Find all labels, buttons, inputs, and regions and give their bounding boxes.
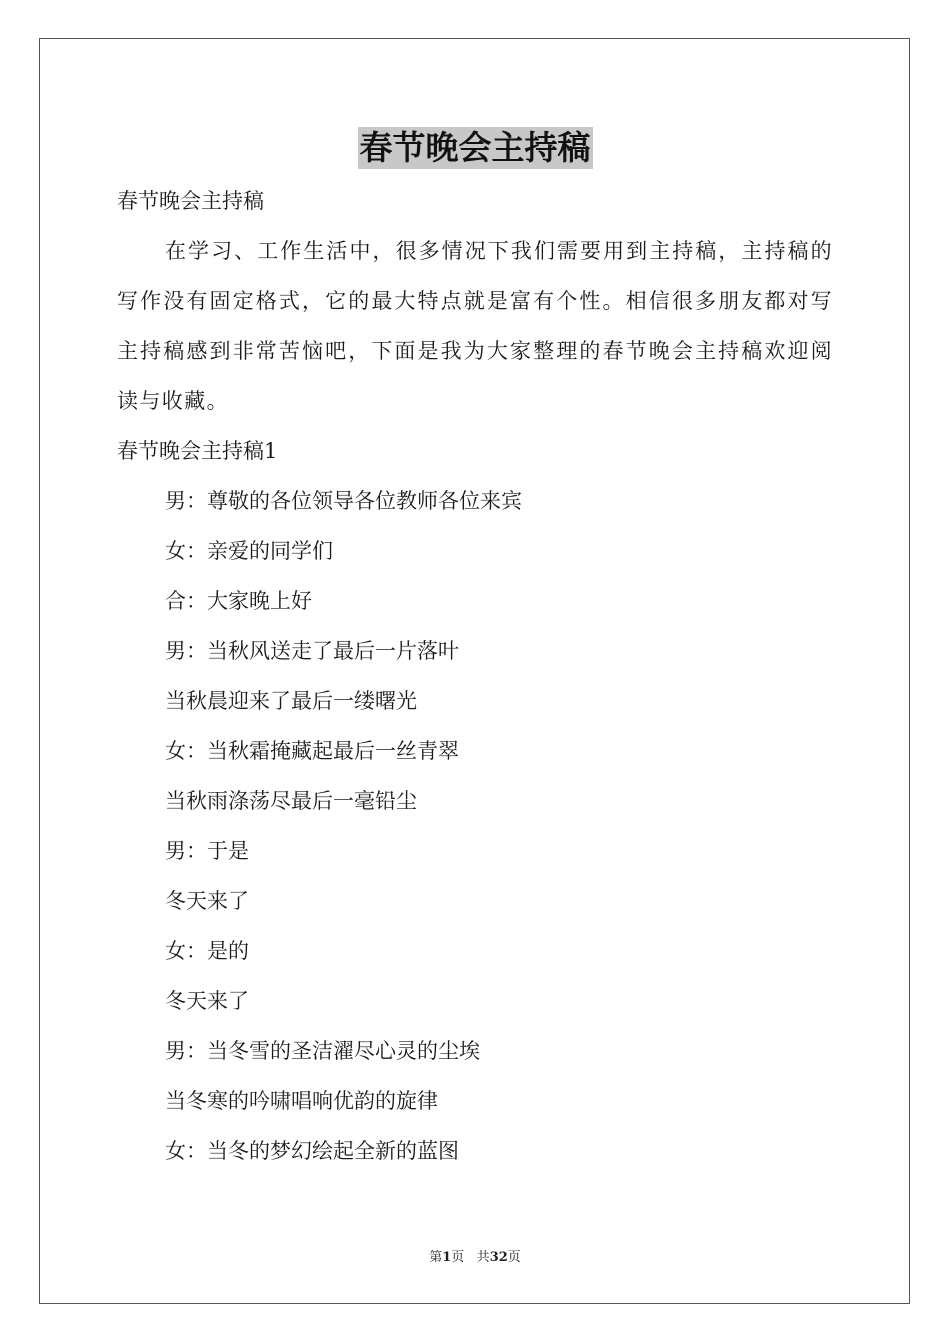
script-line: 女：当秋霜掩藏起最后一丝青翠 xyxy=(165,739,459,763)
script-line: 合：大家晚上好 xyxy=(165,589,312,613)
script-line: 女：当冬的梦幻绘起全新的蓝图 xyxy=(165,1139,459,1163)
footer-total-suffix: 页 xyxy=(507,1250,521,1265)
script-line: 男：于是 xyxy=(165,839,249,863)
document-title: 春节晚会主持稿 xyxy=(359,128,591,167)
script-line: 当秋雨涤荡尽最后一毫铅尘 xyxy=(165,789,417,813)
intro-paragraph: 在学习、工作生活中，很多情况下我们需要用到主持稿，主持稿的写作没有固定格式，它的最大特点就是富有个性。相信很多朋友都对写主持稿感到非常苦恼吧，下面是我为大家整理的春节晚会主持稿欢迎阅读与收藏。 xyxy=(117,239,833,413)
footer-total-prefix: 共 xyxy=(476,1250,490,1265)
script-line: 女：亲爱的同学们 xyxy=(165,539,333,563)
script-line: 当冬寒的吟啸唱响优韵的旋律 xyxy=(165,1089,438,1113)
script-line: 男：当秋风送走了最后一片落叶 xyxy=(165,639,459,663)
footer-prefix: 第 xyxy=(429,1250,443,1265)
script-line: 女：是的 xyxy=(165,939,249,963)
subtitle: 春节晚会主持稿 xyxy=(117,189,264,213)
document-body xyxy=(117,176,833,1176)
script-line: 男：当冬雪的圣洁濯尽心灵的尘埃 xyxy=(165,1039,480,1063)
script-line: 冬天来了 xyxy=(165,889,249,913)
footer-current-page: 1 xyxy=(442,1250,452,1265)
page-footer xyxy=(0,1246,950,1265)
footer-page-suffix: 页 xyxy=(451,1250,465,1265)
section-heading: 春节晚会主持稿1 xyxy=(117,439,278,463)
script-line: 男：尊敬的各位领导各位教师各位来宾 xyxy=(165,489,522,513)
footer-total-pages: 32 xyxy=(489,1250,508,1265)
script-line: 当秋晨迎来了最后一缕曙光 xyxy=(165,689,417,713)
title-container xyxy=(0,127,950,169)
script-line: 冬天来了 xyxy=(165,989,249,1013)
